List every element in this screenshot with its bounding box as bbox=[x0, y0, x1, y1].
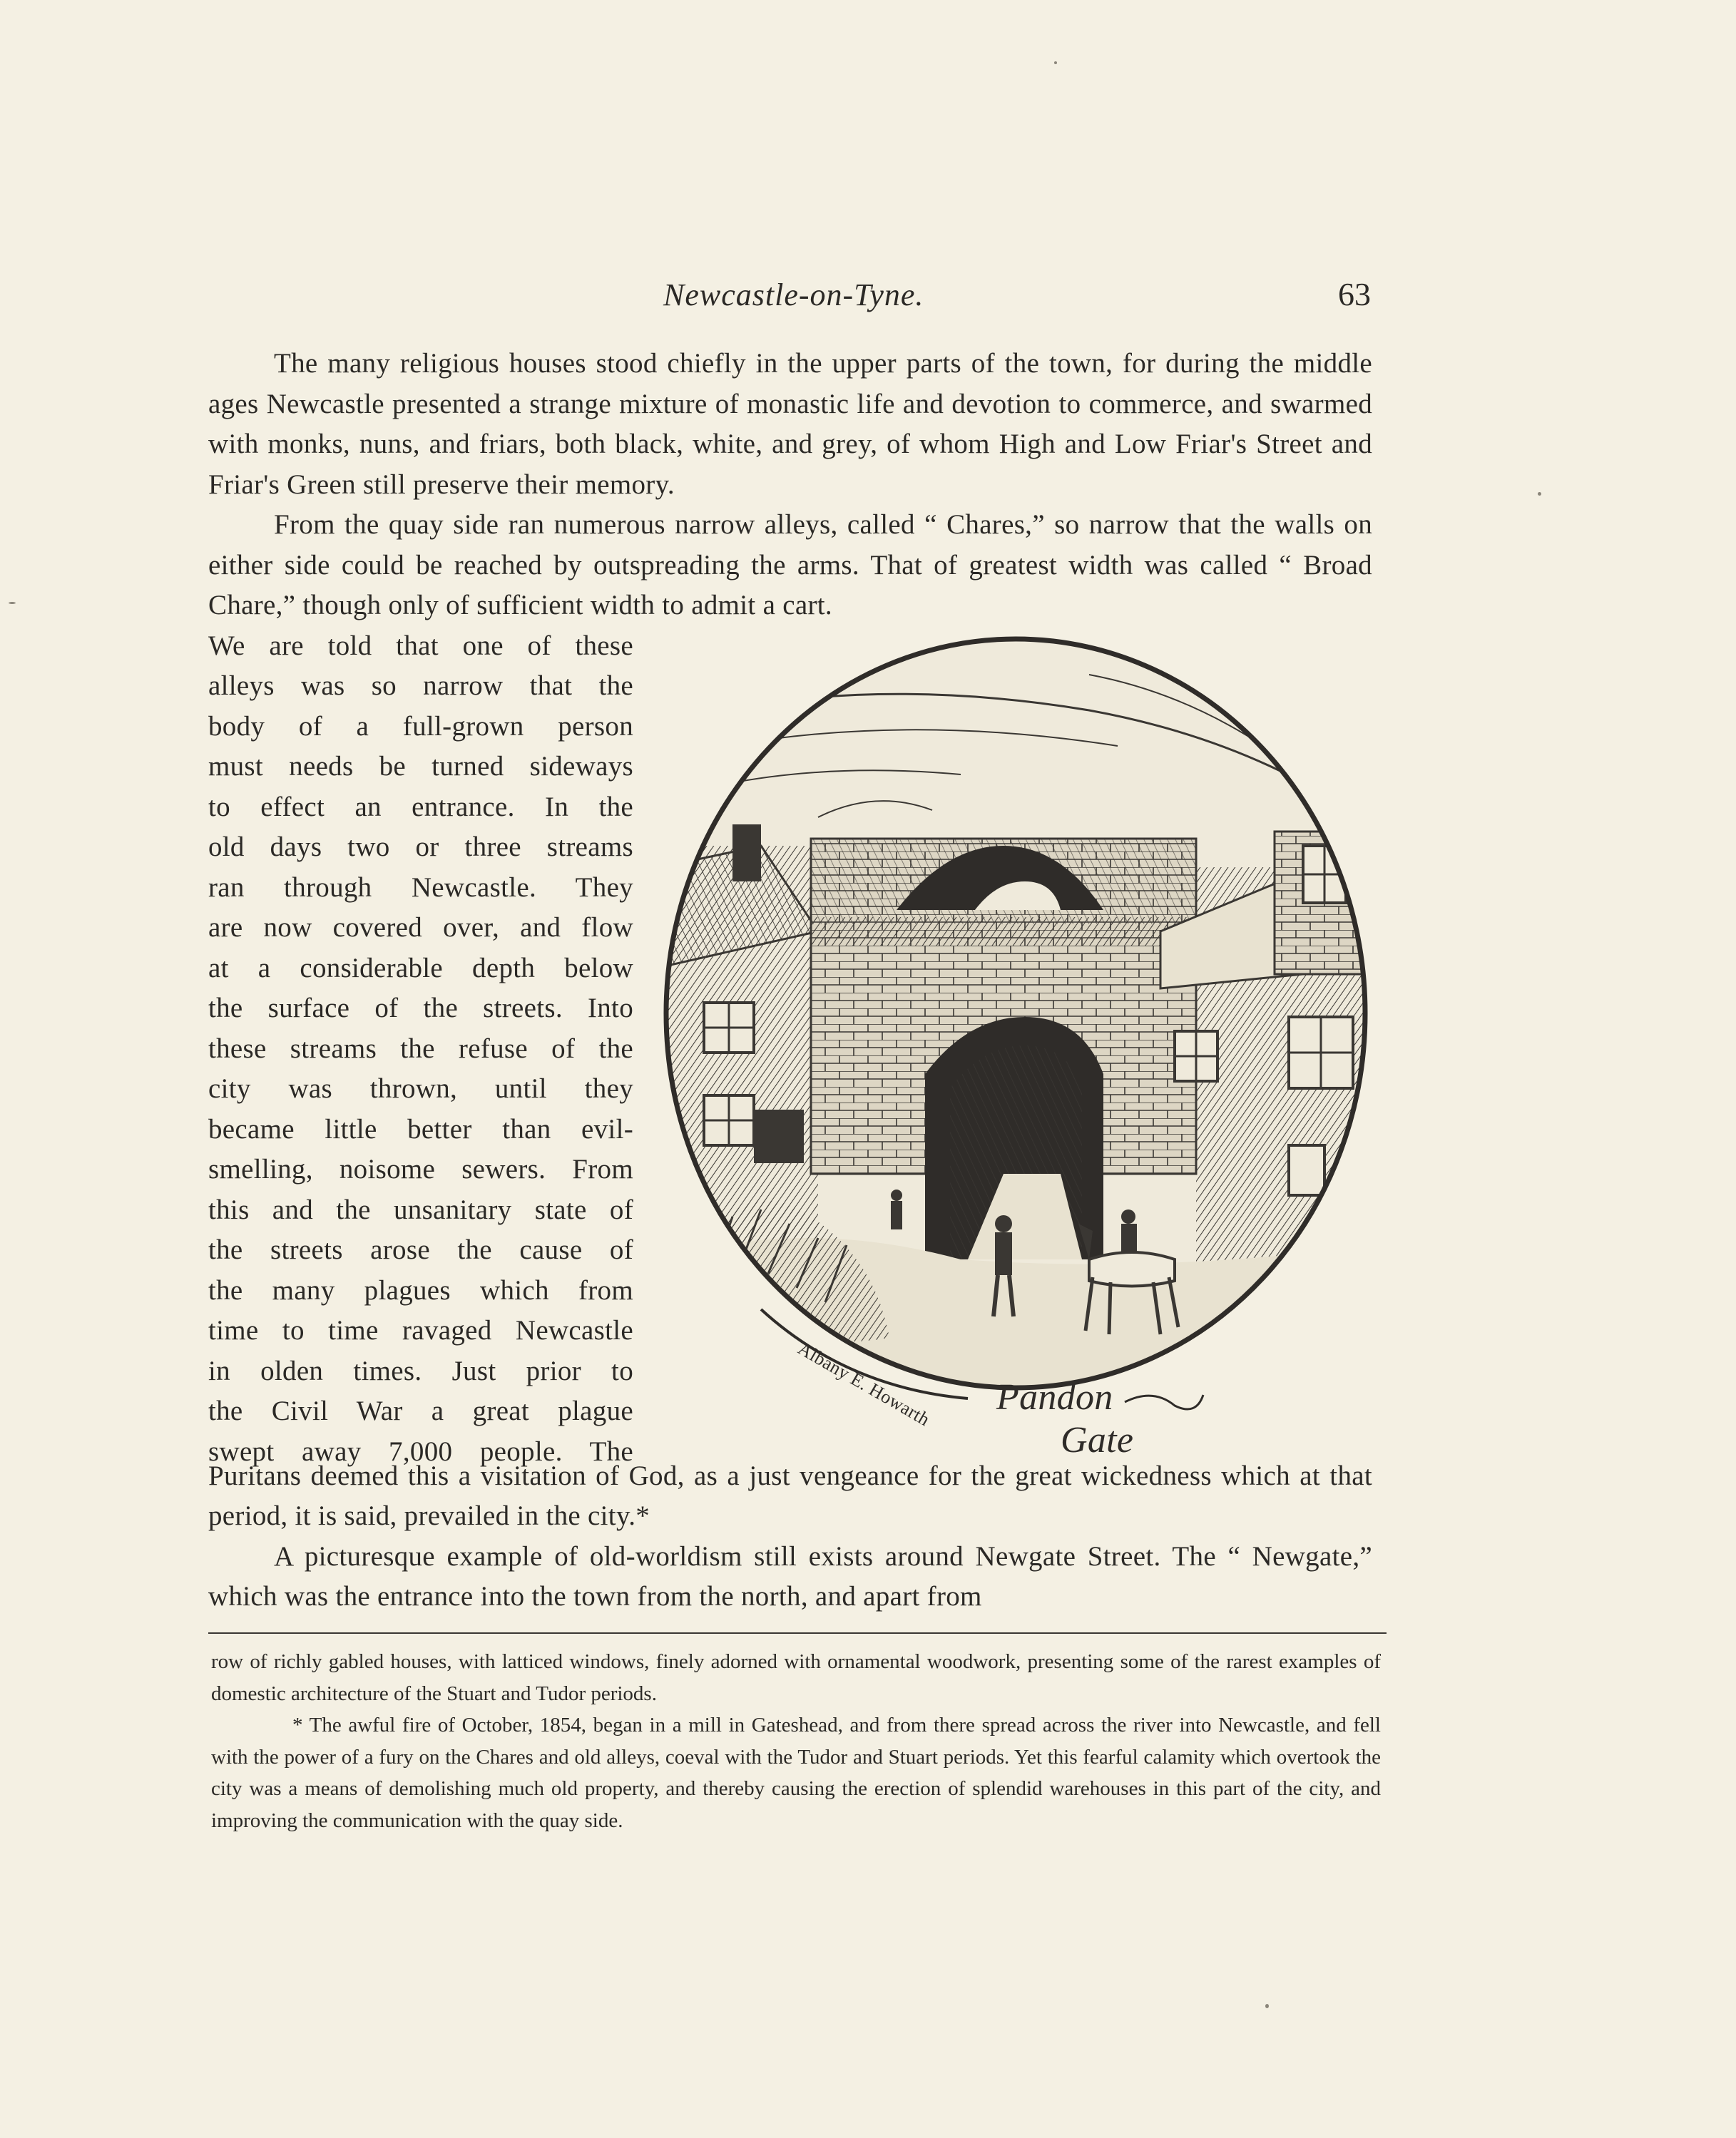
wrapped-line: the many plagues which from bbox=[208, 1274, 633, 1306]
footnote-continuation: row of richly gabled houses, with latticed windows, finely adorned with ornamental woodwork, presenting some of the rarest examples of domestic architecture of the Stuart and Tudor periods. bbox=[211, 1650, 1381, 1705]
artist-signature: Albany E. Howarth bbox=[795, 1337, 934, 1430]
wrapped-line: swept away 7,000 people. The bbox=[208, 1436, 633, 1467]
running-head bbox=[207, 277, 1377, 319]
pandon-gate-illustration bbox=[661, 632, 1374, 1459]
body-text bbox=[208, 344, 1372, 1617]
footnote-fire: * The awful fire of October, 1854, began in a mill in Gateshead, and from there spread across the river into Newcastle, and fell with the power of a fury on the Chares and old alleys, coeval with the Tudor and Stuart periods. Yet this fearful calamity which overtook the city was a means of demolishing much old property, and thereby causing the erection of splendid warehouses in this part of the city, and improving the communication with the quay side. bbox=[211, 1714, 1381, 1832]
paragraph-3: A picturesque example of old-worldism still exists around Newgate Street. The “ Newgate,” which was the entrance into the town from the north, and apart from bbox=[208, 1540, 1372, 1612]
wrapped-line: time to time ravaged Newcastle bbox=[208, 1315, 633, 1346]
wrapped-line: this and the unsanitary state of bbox=[208, 1194, 633, 1225]
paper-speck bbox=[1054, 61, 1057, 64]
wrapped-line: old days two or three streams bbox=[208, 832, 633, 862]
caption-pandon: Pandon bbox=[996, 1376, 1113, 1418]
wrapped-line: the Civil War a great plague bbox=[208, 1396, 633, 1426]
wrapped-line: these streams the refuse of the bbox=[208, 1033, 633, 1064]
wrapped-line: the surface of the streets. Into bbox=[208, 993, 633, 1023]
wrapped-line: must needs be turned sideways bbox=[208, 751, 633, 782]
wrapped-line: city was thrown, until they bbox=[208, 1073, 633, 1104]
running-title: Newcastle-on-Tyne. bbox=[663, 277, 924, 312]
caption-gate: Gate bbox=[1061, 1419, 1134, 1459]
paragraph-2-top: From the quay side ran numerous narrow alleys, called “ Chares,” so narrow that the walls on either side could be reached by outspreading the arms. That of greatest width was called “ Broad Chare,” though only of sufficient width to admit a cart. bbox=[208, 509, 1372, 620]
paragraph-1: The many religious houses stood chiefly in the upper parts of the town, for during the middle ages Newcastle presented a strange mixture of monastic life and devotion to commerce, and swarmed with monks, nuns, and friars, both black, white, and grey, of whom High and Low Friar's Street and Friar's Green still preserve their memory. bbox=[208, 348, 1372, 500]
wrapped-line: smelling, noisome sewers. From bbox=[208, 1154, 633, 1185]
wrapped-line: to effect an entrance. In the bbox=[208, 791, 633, 822]
footnote-rule bbox=[208, 1632, 1387, 1634]
paper-speck bbox=[9, 602, 16, 604]
paper-speck bbox=[1265, 2004, 1269, 2008]
wrapped-line: ran through Newcastle. They bbox=[208, 871, 633, 903]
wrapped-line: in olden times. Just prior to bbox=[208, 1355, 633, 1386]
paragraph-2-bottom: Puritans deemed this a visitation of God, as a just vengeance for the great wickedness which at that period, it is said, prevailed in the city.* bbox=[208, 1460, 1372, 1531]
text-wrap-block bbox=[208, 626, 1372, 1467]
wrapped-line: are now covered over, and flow bbox=[208, 912, 633, 943]
wrapped-text-column bbox=[208, 626, 633, 1473]
figure-distant bbox=[891, 1190, 902, 1229]
wrapped-line: at a considerable depth below bbox=[208, 952, 633, 983]
paper-speck bbox=[1538, 492, 1541, 496]
footnotes bbox=[211, 1646, 1381, 1836]
wrapped-line: became little better than evil- bbox=[208, 1113, 633, 1145]
wrapped-line: the streets arose the cause of bbox=[208, 1234, 633, 1265]
wrapped-line: body of a full-grown person bbox=[208, 710, 633, 742]
wrapped-line: We are told that one of these bbox=[208, 630, 633, 661]
wrapped-line: alleys was so narrow that the bbox=[208, 670, 633, 701]
page-number: 63 bbox=[1338, 276, 1371, 312]
